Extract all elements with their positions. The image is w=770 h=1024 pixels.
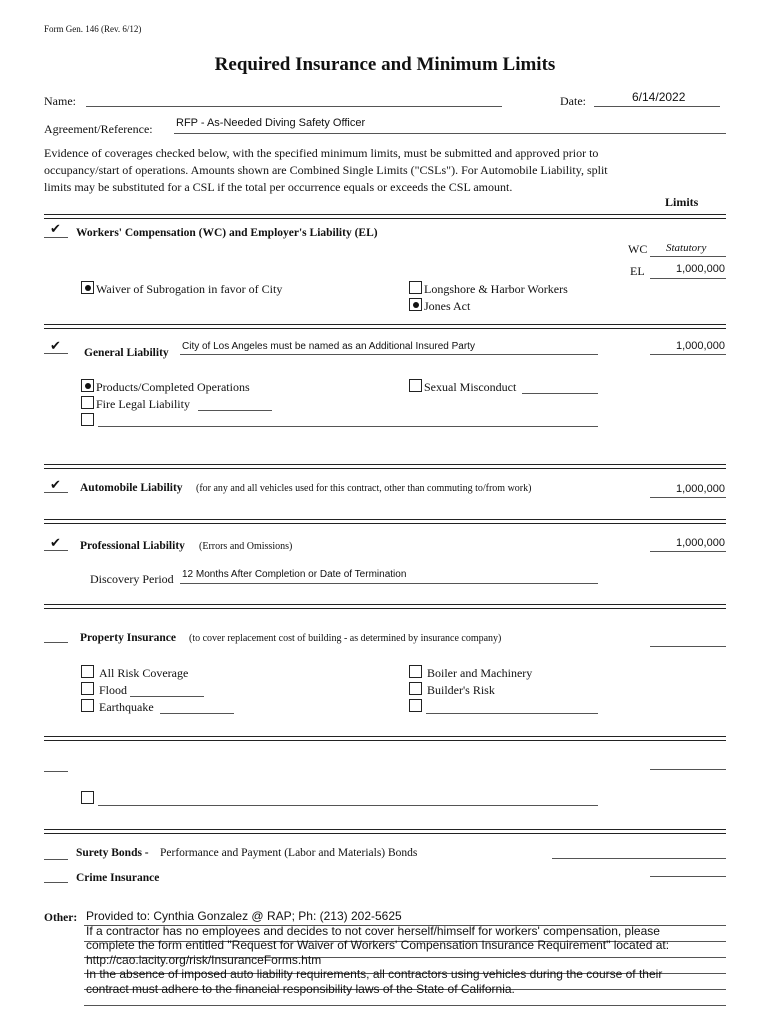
wc-limit-line bbox=[650, 256, 726, 257]
fire-legal-label: Fire Legal Liability bbox=[96, 397, 190, 411]
auto-limit-line bbox=[650, 497, 726, 498]
products-checkbox[interactable] bbox=[81, 379, 94, 392]
jones-act-label: Jones Act bbox=[424, 299, 471, 313]
blank-limit-line[interactable] bbox=[650, 769, 726, 770]
section-divider bbox=[44, 736, 726, 741]
other-text-line-4: http://cao.lacity.org/risk/InsuranceForms.htm bbox=[86, 952, 322, 967]
agreement-field-line bbox=[174, 133, 726, 134]
intro-line-3: limits may be substituted for a CSL if the total per occurrence equals or exceeds the CSL amount. bbox=[44, 180, 513, 194]
blank-check-line[interactable] bbox=[44, 771, 68, 772]
all-risk-label: All Risk Coverage bbox=[99, 666, 189, 680]
earthquake-checkbox[interactable] bbox=[81, 699, 94, 712]
gl-other-line[interactable] bbox=[98, 426, 598, 427]
property-note: (to cover replacement cost of building - as determined by insurance company) bbox=[189, 633, 502, 644]
agreement-label: Agreement/Reference: bbox=[44, 122, 153, 136]
date-label: Date: bbox=[560, 94, 586, 108]
auto-checkmark-icon[interactable]: ✔ bbox=[50, 478, 61, 493]
section-divider bbox=[44, 214, 726, 219]
property-other-line[interactable] bbox=[426, 713, 598, 714]
form-id: Form Gen. 146 (Rev. 6/12) bbox=[44, 24, 142, 34]
sexual-misconduct-line[interactable] bbox=[522, 393, 598, 394]
other-text-line-2: If a contractor has no employees and decides to not cover herself/himself for workers' compensation, please bbox=[86, 923, 660, 938]
discovery-value[interactable]: 12 Months After Completion or Date of Termination bbox=[182, 569, 407, 580]
flood-checkbox[interactable] bbox=[81, 682, 94, 695]
agreement-field[interactable]: RFP - As-Needed Diving Safety Officer bbox=[176, 117, 366, 129]
gl-note-line bbox=[180, 354, 598, 355]
surety-limit-line[interactable] bbox=[552, 858, 726, 859]
property-other-checkbox[interactable] bbox=[409, 699, 422, 712]
flood-label: Flood bbox=[99, 683, 128, 697]
products-label: Products/Completed Operations bbox=[96, 380, 250, 394]
prof-limit[interactable]: 1,000,000 bbox=[676, 537, 725, 549]
wc-limit[interactable]: Statutory bbox=[666, 242, 707, 254]
other-line bbox=[84, 1005, 726, 1006]
discovery-line bbox=[180, 583, 598, 584]
el-limit[interactable]: 1,000,000 bbox=[676, 263, 725, 275]
wc-title: Workers' Compensation (WC) and Employer's Liability (EL) bbox=[76, 227, 378, 239]
crime-title: Crime Insurance bbox=[76, 872, 160, 884]
sexual-misconduct-label: Sexual Misconduct bbox=[424, 380, 517, 394]
surety-title: Surety Bonds - bbox=[76, 847, 149, 859]
auto-note: (for any and all vehicles used for this contract, other than commuting to/from work) bbox=[196, 483, 532, 494]
prof-note: (Errors and Omissions) bbox=[199, 541, 293, 552]
property-title: Property Insurance bbox=[80, 632, 176, 644]
crime-limit-line[interactable] bbox=[650, 876, 726, 877]
gl-limit[interactable]: 1,000,000 bbox=[676, 340, 725, 352]
blank-other-checkbox[interactable] bbox=[81, 791, 94, 804]
all-risk-checkbox[interactable] bbox=[81, 665, 94, 678]
sexual-misconduct-checkbox[interactable] bbox=[409, 379, 422, 392]
section-divider bbox=[44, 519, 726, 524]
other-text[interactable] bbox=[86, 909, 669, 997]
section-divider bbox=[44, 324, 726, 329]
date-field[interactable]: 6/14/2022 bbox=[632, 90, 686, 104]
property-check-line[interactable] bbox=[44, 642, 68, 643]
discovery-label: Discovery Period bbox=[90, 572, 174, 586]
intro-line-2: occupancy/start of operations. Amounts shown are Combined Single Limits ("CSLs"). For Automobile Liability, split bbox=[44, 163, 608, 177]
waiver-checkbox[interactable] bbox=[81, 281, 94, 294]
date-field-line bbox=[594, 106, 720, 107]
prof-limit-line bbox=[650, 551, 726, 552]
name-field-line[interactable] bbox=[86, 106, 502, 107]
auto-title: Automobile Liability bbox=[80, 482, 183, 494]
builders-risk-checkbox[interactable] bbox=[409, 682, 422, 695]
surety-note: Performance and Payment (Labor and Materials) Bonds bbox=[160, 847, 418, 859]
boiler-label: Boiler and Machinery bbox=[427, 666, 533, 680]
longshore-label: Longshore & Harbor Workers bbox=[424, 282, 568, 296]
intro-line-1: Evidence of coverages checked below, with the specified minimum limits, must be submitted and approved prior to bbox=[44, 146, 599, 160]
gl-limit-line bbox=[650, 354, 726, 355]
blank-other-line[interactable] bbox=[98, 805, 598, 806]
wc-checkmark-icon[interactable]: ✔ bbox=[50, 222, 61, 237]
builders-risk-label: Builder's Risk bbox=[427, 683, 495, 697]
property-limit-line[interactable] bbox=[650, 646, 726, 647]
other-text-line-3: complete the form entitled "Request for Waiver of Workers' Compensation Insurance Requirement" located at: bbox=[86, 938, 670, 953]
jones-act-checkbox[interactable] bbox=[409, 298, 422, 311]
section-divider bbox=[44, 464, 726, 469]
other-label: Other: bbox=[44, 912, 78, 924]
longshore-checkbox[interactable] bbox=[409, 281, 422, 294]
section-divider bbox=[44, 604, 726, 609]
el-label: EL bbox=[630, 264, 645, 278]
wc-label: WC bbox=[628, 242, 648, 256]
other-text-line-5: In the absence of imposed auto liability requirements, all contractors using vehicles during the course of their bbox=[86, 967, 663, 982]
other-text-line-6: contract must adhere to the financial responsibility laws of the State of California. bbox=[86, 981, 515, 996]
wc-check-line bbox=[44, 237, 68, 238]
waiver-label: Waiver of Subrogation in favor of City bbox=[96, 282, 283, 296]
gl-title: General Liability bbox=[84, 347, 169, 359]
earthquake-label: Earthquake bbox=[99, 700, 154, 714]
boiler-checkbox[interactable] bbox=[409, 665, 422, 678]
gl-checkmark-icon[interactable]: ✔ bbox=[50, 339, 61, 354]
surety-check-line[interactable] bbox=[44, 859, 68, 860]
el-limit-line bbox=[650, 278, 726, 279]
name-label: Name: bbox=[44, 94, 76, 108]
page-title: Required Insurance and Minimum Limits bbox=[214, 54, 556, 75]
gl-other-checkbox[interactable] bbox=[81, 413, 94, 426]
crime-check-line[interactable] bbox=[44, 882, 68, 883]
section-divider bbox=[44, 829, 726, 834]
gl-note[interactable]: City of Los Angeles must be named as an Additional Insured Party bbox=[182, 341, 475, 352]
fire-legal-checkbox[interactable] bbox=[81, 396, 94, 409]
prof-checkmark-icon[interactable]: ✔ bbox=[50, 536, 61, 551]
prof-title: Professional Liability bbox=[80, 540, 185, 552]
fire-legal-line[interactable] bbox=[198, 410, 272, 411]
flood-line[interactable] bbox=[130, 696, 204, 697]
other-text-line-1: Provided to: Cynthia Gonzalez @ RAP; Ph: (213) 202-5625 bbox=[86, 909, 402, 923]
earthquake-line[interactable] bbox=[160, 713, 234, 714]
intro-paragraph bbox=[44, 145, 726, 196]
auto-limit[interactable]: 1,000,000 bbox=[676, 483, 725, 495]
limits-header: Limits bbox=[665, 195, 699, 209]
